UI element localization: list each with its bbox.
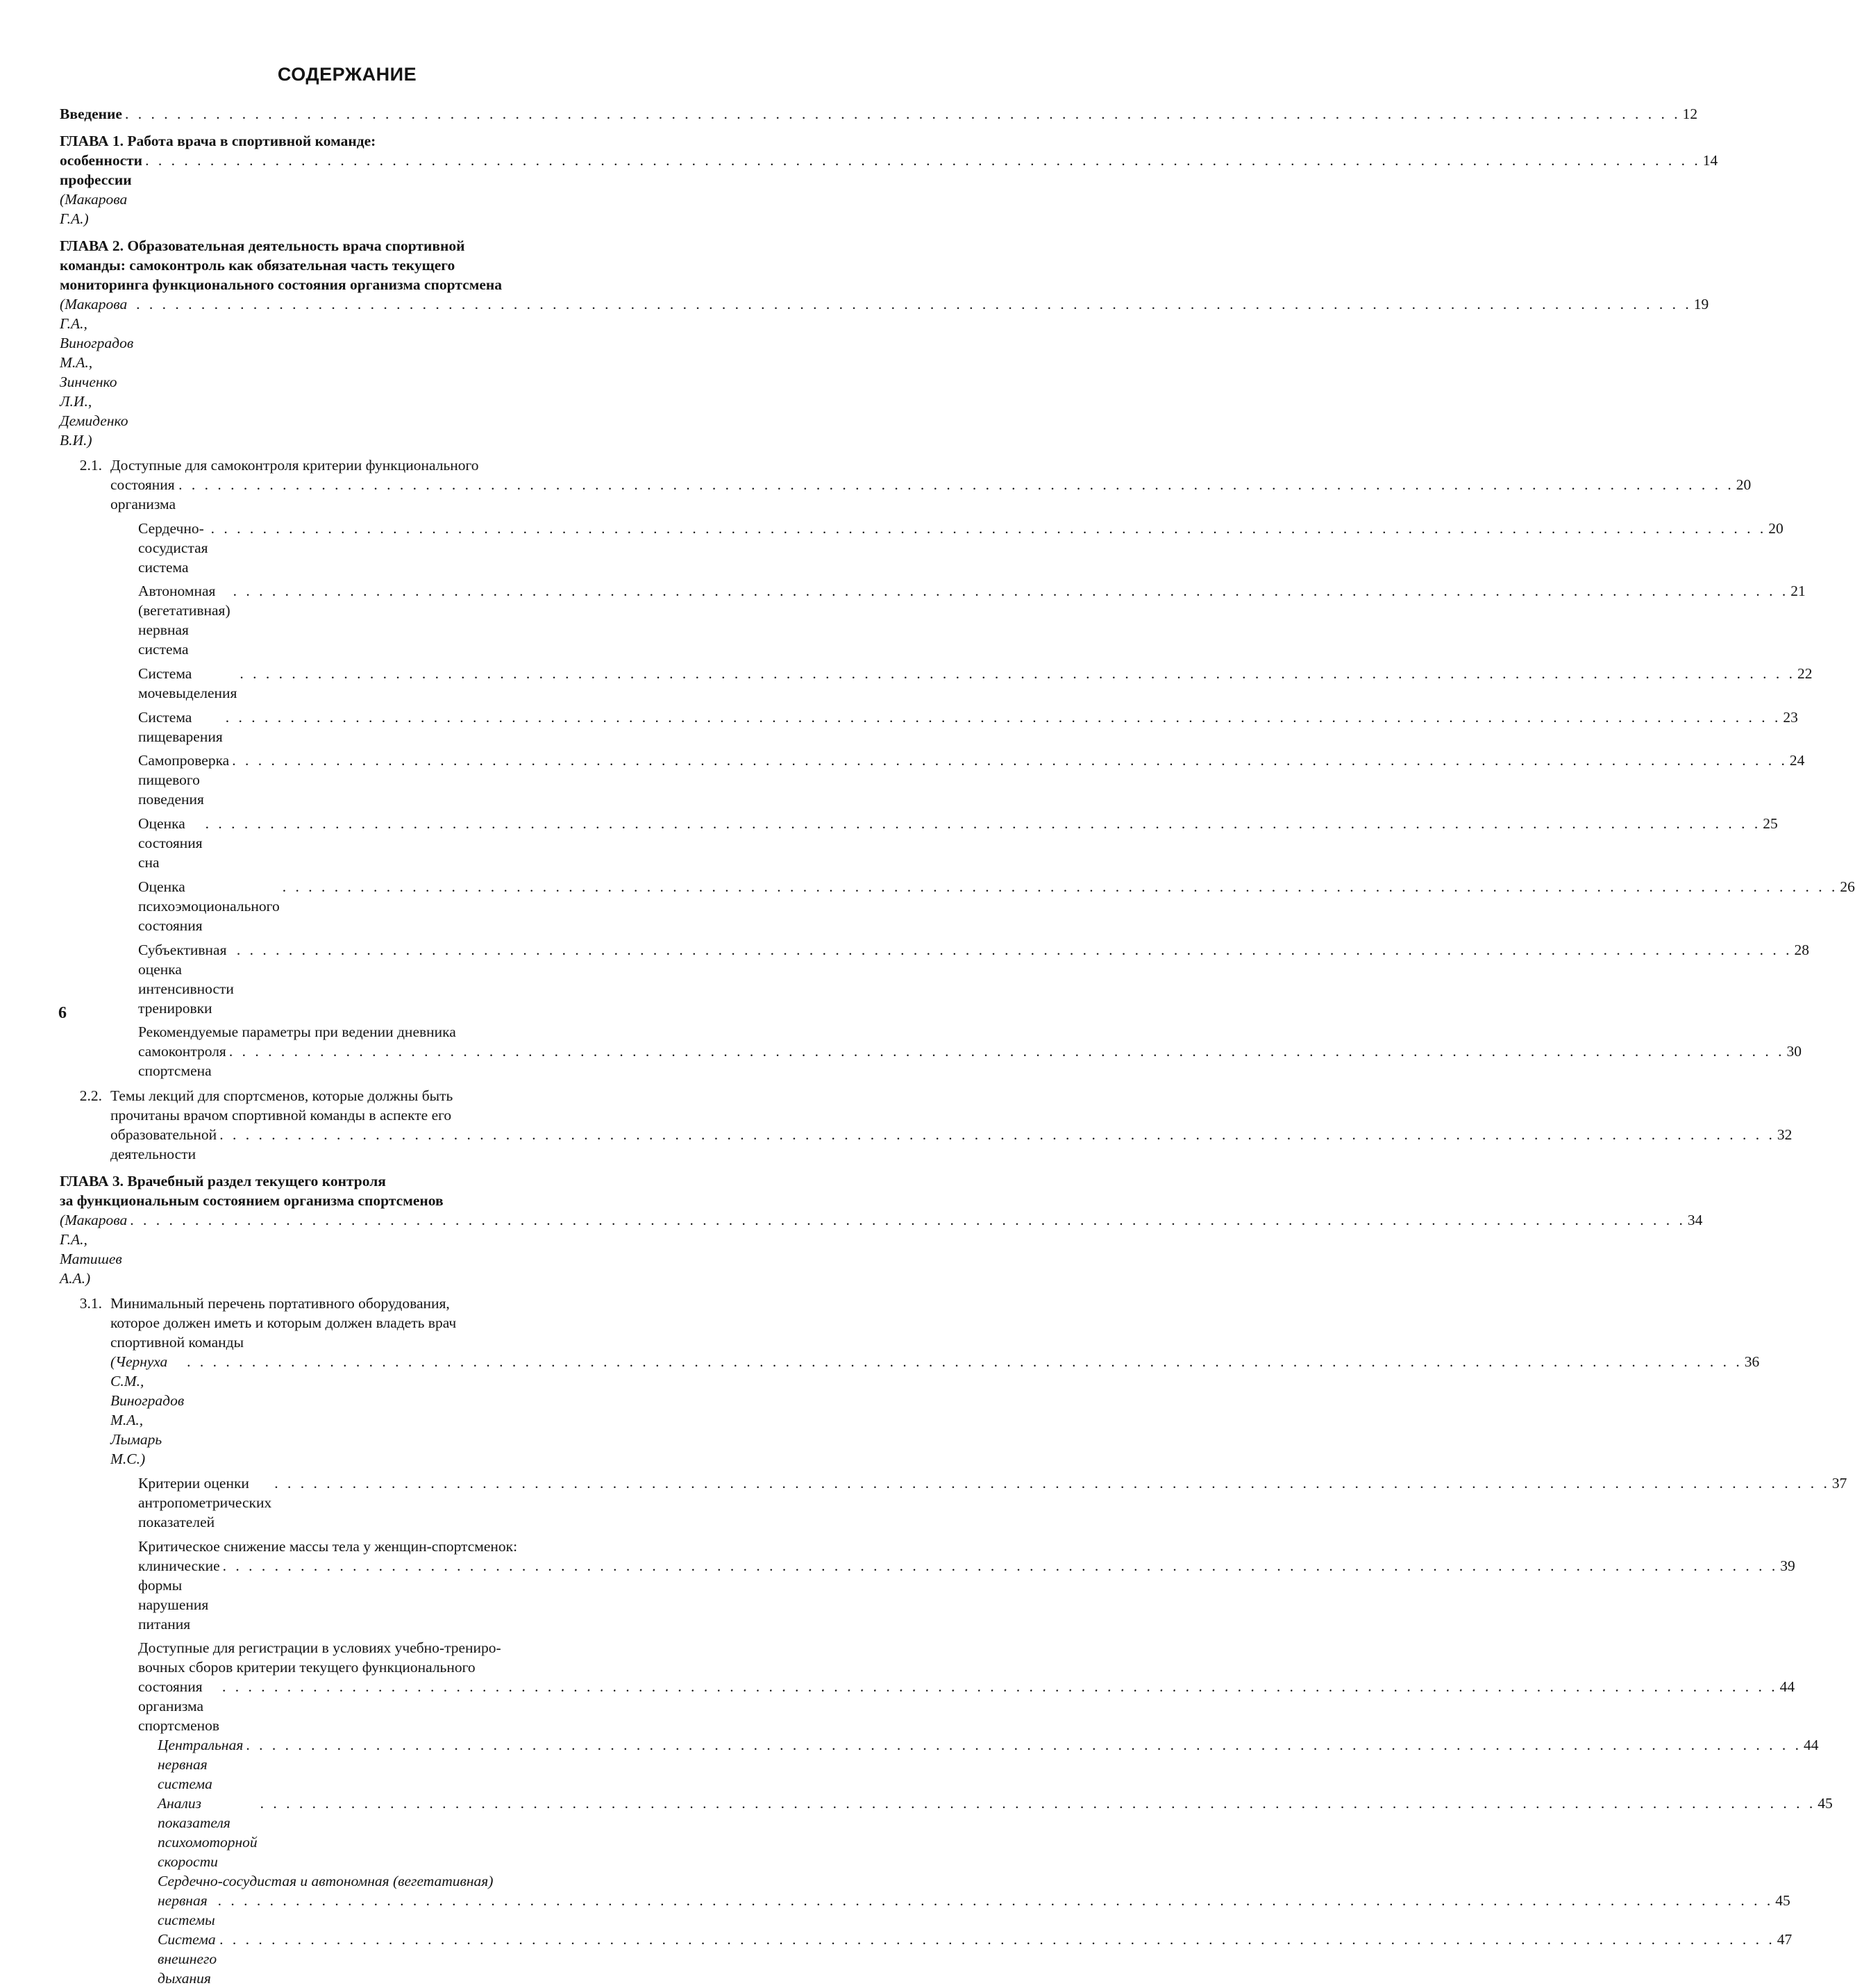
section-number: 3.1. (79, 1295, 102, 1312)
dot-leader: . . . . . . . . . . . . . . . . . . . . . . . . . . . . . . . . . . . . . . . . . . . . . . . . . . . . . . . . . . . . . . . . . . . . . . . . . . . . . . . . . . . . . . . . . . . . . . . . . . . . . . . . . . . . . . . . . . . . . . . . (225, 708, 1781, 726)
toc-entry-text: состояния организма спортсменов (138, 1678, 220, 1735)
toc-entry (60, 1086, 1793, 1164)
toc-entry-text: (Макарова Г.А.) (60, 191, 128, 227)
dot-leader: . . . . . . . . . . . . . . . . . . . . . . . . . . . . . . . . . . . . . . . . . . . . . . . . . . . . . . . . . . . . . . . . . . . . . . . . . . . . . . . . . . . . . . . . . . . . . . . . . . . . . . . . . . . . . . . . . . . . . . . . (233, 583, 1789, 600)
toc-entry (60, 877, 1855, 935)
toc-entry-text: ГЛАВА 2. Образовательная деятельность врача спортивной (60, 237, 465, 254)
toc-entry-text: (Макарова Г.А., Матишев А.А.) (60, 1212, 128, 1287)
section-number: 2.2. (79, 1087, 102, 1105)
toc-entry (60, 708, 1798, 746)
toc-page-number: 14 (1702, 152, 1718, 169)
dot-leader: . . . . . . . . . . . . . . . . . . . . . . . . . . . . . . . . . . . . . . . . . . . . . . . . . . . . . . . . . . . . . . . . . . . . . . . . . . . . . . . . . . . . . . . . . . . . . . . . . . . . . . . . . . . . . . . . . . . . . . . . (240, 665, 1796, 683)
toc-entry-text: Оценка состояния сна (138, 815, 203, 871)
toc-page-number: 32 (1777, 1126, 1793, 1144)
dot-leader: . . . . . . . . . . . . . . . . . . . . . . . . . . . . . . . . . . . . . . . . . . . . . . . . . . . . . . . . . . . . . . . . . . . . . . . . . . . . . . . . . . . . . . . . . . . . . . . . . . . . . . . . . . . . . . . . . . . . . . . . (145, 152, 1701, 169)
toc-page-number: 30 (1786, 1043, 1802, 1060)
toc-entry-text: Критерии оценки антропометрических показателей (138, 1474, 272, 1530)
toc-entry-text: Система мочевыделения (138, 665, 237, 702)
toc-entry (60, 519, 1783, 577)
toc-entry (60, 1871, 1790, 1930)
toc-page-number: 20 (1768, 519, 1783, 537)
toc-page-number: 19 (1693, 296, 1709, 312)
toc-page-number: 47 (1777, 1931, 1793, 1948)
toc-entry-text: (Макарова Г.А., Виноградов М.А., Зинченко Л.И., Демиденко В.И.) (60, 296, 134, 449)
toc-entry-text: Доступные для регистрации в условиях учебно-трениро- (138, 1639, 501, 1657)
section-number: 2.1. (79, 457, 102, 474)
table-of-contents (60, 104, 1855, 1988)
dot-leader: . . . . . . . . . . . . . . . . . . . . . . . . . . . . . . . . . . . . . . . . . . . . . . . . . . . . . . . . . . . . . . . . . . . . . . . . . . . . . . . . . . . . . . . . . . . . . . . . . . . . . . . . . . . . . . . . . . . . . . . . (274, 1474, 1830, 1492)
dot-leader: . . . . . . . . . . . . . . . . . . . . . . . . . . . . . . . . . . . . . . . . . . . . . . . . . . . . . . . . . . . . . . . . . . . . . . . . . . . . . . . . . . . . . . . . . . . . . . . . . . . . . . . . . . . . . . . . . . . . . . . . (222, 1678, 1778, 1696)
toc-page-number: 45 (1775, 1892, 1790, 1910)
toc-entry (60, 1294, 1760, 1469)
toc-entry-text: Автономная (вегетативная) нервная система (138, 583, 230, 658)
toc-entry-text: которое должен иметь и которым должен владеть врач (110, 1314, 457, 1332)
toc-entry-text: команды: самоконтроль как обязательная часть текущего (60, 257, 455, 274)
toc-page-number: 25 (1763, 815, 1778, 833)
toc-entry (60, 1930, 1793, 1988)
toc-entry (60, 751, 1805, 809)
dot-leader: . . . . . . . . . . . . . . . . . . . . . . . . . . . . . . . . . . . . . . . . . . . . . . . . . . . . . . . . . . . . . . . . . . . . . . . . . . . . . . . . . . . . . . . . . . . . . . . . . . . . . . . . . . . . . . . . . . . . . . . . (187, 1353, 1743, 1371)
toc-page-number: 39 (1780, 1557, 1795, 1574)
toc-entry (60, 1638, 1795, 1735)
toc-entry-text: состояния организма (110, 476, 176, 512)
toc-entry-text: нервная системы (158, 1892, 215, 1929)
dot-leader: . . . . . . . . . . . . . . . . . . . . . . . . . . . . . . . . . . . . . . . . . . . . . . . . . . . . . . . . . . . . . . . . . . . . . . . . . . . . . . . . . . . . . . . . . . . . . . . . . . . . . . . . . . . . . . . . . . . . . . . . (246, 1737, 1802, 1754)
toc-page-number: 44 (1779, 1678, 1795, 1696)
toc-entry-text: Система внешнего дыхания (158, 1931, 217, 1987)
toc-entry (60, 456, 1752, 514)
toc-entry-text: Сердечно-сосудистая система (138, 519, 208, 576)
toc-page-number: 26 (1840, 878, 1855, 895)
toc-entry-text: Введение (60, 106, 122, 122)
toc-entry (60, 940, 1810, 1018)
toc-entry (60, 1473, 1847, 1532)
toc-entry (60, 236, 1709, 450)
toc-entry (60, 104, 1698, 124)
toc-entry (60, 581, 1806, 659)
toc-entry-text: ГЛАВА 1. Работа врача в спортивной команде: (60, 133, 376, 149)
toc-page-number: 37 (1831, 1474, 1847, 1492)
toc-entry (60, 1794, 1833, 1871)
toc-entry-text: Рекомендуемые параметры при ведении дневника (138, 1024, 456, 1041)
toc-page-number: 12 (1682, 106, 1698, 122)
dot-leader: . . . . . . . . . . . . . . . . . . . . . . . . . . . . . . . . . . . . . . . . . . . . . . . . . . . . . . . . . . . . . . . . . . . . . . . . . . . . . . . . . . . . . . . . . . . . . . . . . . . . . . . . . . . . . . . . . . . . . . . . (124, 106, 1681, 122)
toc-page-number: 44 (1803, 1737, 1819, 1754)
toc-entry-text: Критическое снижение массы тела у женщин-спортсменок: (138, 1537, 518, 1555)
toc-entry-text: Субъективная оценка интенсивности тренировки (138, 941, 234, 1017)
toc-entry-text: Система пищеварения (138, 708, 223, 745)
toc-entry (60, 1735, 1819, 1794)
dot-leader: . . . . . . . . . . . . . . . . . . . . . . . . . . . . . . . . . . . . . . . . . . . . . . . . . . . . . . . . . . . . . . . . . . . . . . . . . . . . . . . . . . . . . . . . . . . . . . . . . . . . . . . . . . . . . . . . . . . . . . . . (219, 1126, 1775, 1144)
toc-entry-text: вочных сборов критерии текущего функционального (138, 1659, 476, 1676)
toc-entry-text: мониторинга функционального состояния организма спортсмена (60, 276, 503, 293)
toc-entry-text: спортивной команды (110, 1334, 244, 1351)
toc-entry-text: Сердечно-сосудистая и автономная (вегетативная) (158, 1873, 494, 1890)
toc-entry-text: образовательной деятельности (110, 1126, 217, 1163)
toc-entry-text: самоконтроля спортсмена (138, 1043, 226, 1080)
page-title: СОДЕРЖАНИЕ (277, 64, 417, 85)
dot-leader: . . . . . . . . . . . . . . . . . . . . . . . . . . . . . . . . . . . . . . . . . . . . . . . . . . . . . . . . . . . . . . . . . . . . . . . . . . . . . . . . . . . . . . . . . . . . . . . . . . . . . . . . . . . . . . . . . . . . . . . . (232, 752, 1788, 769)
dot-leader: . . . . . . . . . . . . . . . . . . . . . . . . . . . . . . . . . . . . . . . . . . . . . . . . . . . . . . . . . . . . . . . . . . . . . . . . . . . . . . . . . . . . . . . . . . . . . . . . . . . . . . . . . . . . . . . . . . . . . . . . (222, 1557, 1779, 1574)
toc-page-number: 24 (1789, 752, 1805, 769)
toc-entry (60, 1171, 1703, 1288)
toc-entry-text: Минимальный перечень портативного оборудования, (110, 1295, 450, 1312)
toc-entry-text: ГЛАВА 3. Врачебный раздел текущего контроля (60, 1173, 386, 1190)
toc-entry (60, 131, 1718, 228)
dot-leader: . . . . . . . . . . . . . . . . . . . . . . . . . . . . . . . . . . . . . . . . . . . . . . . . . . . . . . . . . . . . . . . . . . . . . . . . . . . . . . . . . . . . . . . . . . . . . . . . . . . . . . . . . . . . . . . . . . . . . . . . (178, 476, 1734, 493)
dot-leader: . . . . . . . . . . . . . . . . . . . . . . . . . . . . . . . . . . . . . . . . . . . . . . . . . . . . . . . . . . . . . . . . . . . . . . . . . . . . . . . . . . . . . . . . . . . . . . . . . . . . . . . . . . . . . . . . . . . . . . . . (130, 1212, 1686, 1229)
toc-entry-text: Самопроверка пищевого поведения (138, 752, 230, 808)
dot-leader: . . . . . . . . . . . . . . . . . . . . . . . . . . . . . . . . . . . . . . . . . . . . . . . . . . . . . . . . . . . . . . . . . . . . . . . . . . . . . . . . . . . . . . . . . . . . . . . . . . . . . . . . . . . . . . . . . . . . . . . . (136, 296, 1692, 312)
dot-leader: . . . . . . . . . . . . . . . . . . . . . . . . . . . . . . . . . . . . . . . . . . . . . . . . . . . . . . . . . . . . . . . . . . . . . . . . . . . . . . . . . . . . . . . . . . . . . . . . . . . . . . . . . . . . . . . . . . . . . . . . (217, 1892, 1774, 1910)
toc-entry (60, 814, 1778, 872)
toc-entry-text: Центральная нервная система (158, 1737, 244, 1793)
toc-page-number: 45 (1818, 1795, 1833, 1812)
dot-leader: . . . . . . . . . . . . . . . . . . . . . . . . . . . . . . . . . . . . . . . . . . . . . . . . . . . . . . . . . . . . . . . . . . . . . . . . . . . . . . . . . . . . . . . . . . . . . . . . . . . . . . . . . . . . . . . . . . . . . . . . (210, 519, 1767, 537)
dot-leader: . . . . . . . . . . . . . . . . . . . . . . . . . . . . . . . . . . . . . . . . . . . . . . . . . . . . . . . . . . . . . . . . . . . . . . . . . . . . . . . . . . . . . . . . . . . . . . . . . . . . . . . . . . . . . . . . . . . . . . . . (236, 941, 1793, 958)
dot-leader: . . . . . . . . . . . . . . . . . . . . . . . . . . . . . . . . . . . . . . . . . . . . . . . . . . . . . . . . . . . . . . . . . . . . . . . . . . . . . . . . . . . . . . . . . . . . . . . . . . . . . . . . . . . . . . . . . . . . . . . . (205, 815, 1761, 833)
page-number: 6 (58, 1004, 67, 1022)
toc-entry-text: Оценка психоэмоционального состояния (138, 878, 280, 934)
toc-page-number: 34 (1687, 1212, 1703, 1229)
toc-entry-text: Анализ показателя психомоторной скорости (158, 1795, 258, 1871)
toc-entry (60, 1537, 1795, 1634)
toc-entry-text: за функциональным состоянием организма спортсменов (60, 1192, 444, 1210)
dot-leader: . . . . . . . . . . . . . . . . . . . . . . . . . . . . . . . . . . . . . . . . . . . . . . . . . . . . . . . . . . . . . . . . . . . . . . . . . . . . . . . . . . . . . . . . . . . . . . . . . . . . . . . . . . . . . . . . . . . . . . . . (228, 1043, 1785, 1060)
toc-entry-text: прочитаны врачом спортивной команды в аспекте его (110, 1107, 452, 1124)
toc-entry-text: клинические формы нарушения питания (138, 1557, 220, 1632)
toc-page-number: 22 (1797, 665, 1813, 683)
toc-page-number: 20 (1736, 476, 1752, 493)
dot-leader: . . . . . . . . . . . . . . . . . . . . . . . . . . . . . . . . . . . . . . . . . . . . . . . . . . . . . . . . . . . . . . . . . . . . . . . . . . . . . . . . . . . . . . . . . . . . . . . . . . . . . . . . . . . . . . . . . . . . . . . . (260, 1795, 1816, 1812)
toc-entry-text: особенности профессии (60, 152, 143, 188)
toc-entry (60, 1022, 1802, 1080)
dot-leader: . . . . . . . . . . . . . . . . . . . . . . . . . . . . . . . . . . . . . . . . . . . . . . . . . . . . . . . . . . . . . . . . . . . . . . . . . . . . . . . . . . . . . . . . . . . . . . . . . . . . . . . . . . . . . . . . . . . . . . . . (219, 1931, 1775, 1948)
toc-page-number: 36 (1744, 1353, 1760, 1371)
toc-entry-text: Темы лекций для спортсменов, которые должны быть (110, 1087, 453, 1105)
toc-page-number: 28 (1794, 941, 1810, 958)
toc-page-number: 21 (1790, 583, 1806, 600)
toc-page-number: 23 (1783, 708, 1798, 726)
toc-entry-text: Доступные для самоконтроля критерии функционального (110, 457, 479, 474)
toc-entry-text: (Чернуха С.М., Виноградов М.А., Лымарь М.С.) (110, 1353, 185, 1468)
dot-leader: . . . . . . . . . . . . . . . . . . . . . . . . . . . . . . . . . . . . . . . . . . . . . . . . . . . . . . . . . . . . . . . . . . . . . . . . . . . . . . . . . . . . . . . . . . . . . . . . . . . . . . . . . . . . . . . . . . . . . . . . (282, 878, 1838, 895)
toc-entry (60, 664, 1813, 703)
